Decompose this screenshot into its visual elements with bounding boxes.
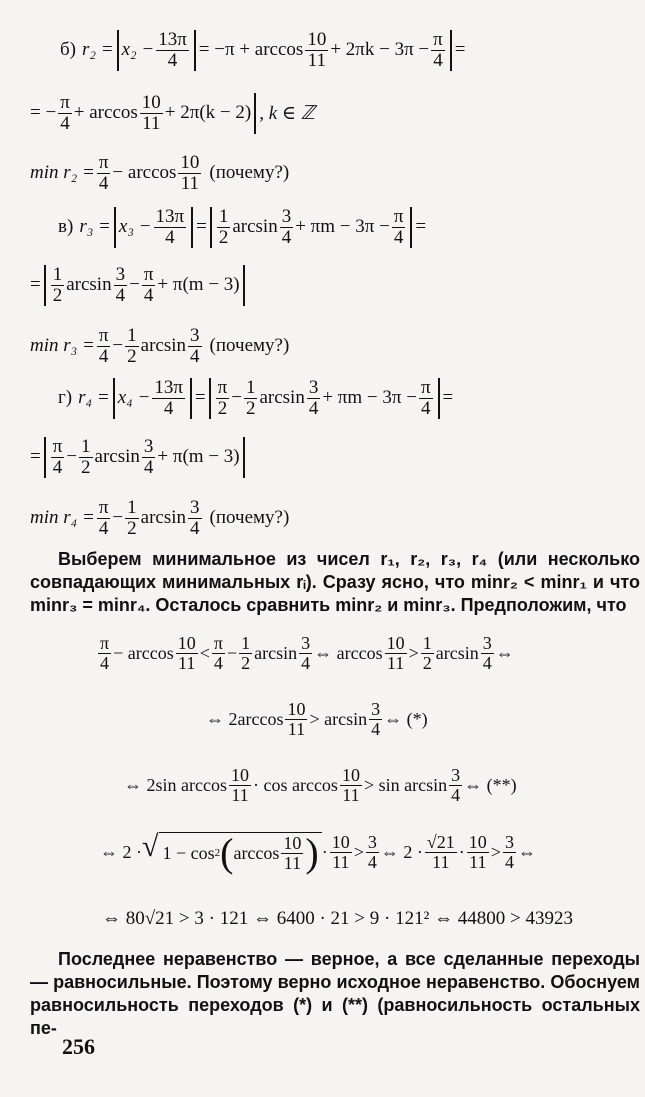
fraction: $\frac{\pi}{4}$ [98,152,109,194]
fraction: $\frac{10}{11}$ [141,92,161,134]
math-text: , k ∈ ℤ [259,102,315,124]
math-text: − [66,446,78,468]
equation-4: ⇔ 2 · √ 1 − cos 2 ( arccos $\frac{10}{11}$ ) · $\frac{10}{11}$ > $\frac{3}{4}$ ⇔ 2 · $\frac{√21}{11}$ · $\frac{10}{11}$ > $\frac{3}{4}$ ⇔ [100,830,536,875]
math-line-b2 [30,93,315,134]
fraction: $\frac{3}{4}$ [371,699,381,739]
math-text: = [415,216,427,238]
fraction: $\frac{\pi}{4}$ [98,325,109,367]
fraction: $\frac{\pi}{4}$ [98,497,109,539]
math-text: x₂ − [121,39,155,61]
fraction: $\frac{\pi}{4}$ [433,29,443,71]
fraction: $\frac{\pi}{4}$ [143,264,154,306]
paragraph-2: Последнее неравенство — верное, а все сделанные переходы — равносильные. Поэтому верно исходное неравенство. Обоснуем равносильность переходов (*) и (**) (равносильность остальных пе- [30,949,640,1038]
fraction: $\frac{\pi}{4}$ [393,206,404,248]
fraction: $\frac{1}{2}$ [52,264,63,306]
fraction: $\frac{10}{11}$ [341,765,360,805]
fraction: $\frac{\pi}{4}$ [420,377,431,419]
fraction: $\frac{13\pi}{4}$ [155,206,185,248]
why-note: (почему?) [209,335,290,357]
fraction: $\frac{\pi}{4}$ [100,633,110,673]
math-text: = [194,387,206,409]
math-text: + π(m − 3) [157,274,240,296]
fraction: $\frac{3}{4}$ [143,436,154,478]
math-line-g3 [30,498,289,539]
math-line-g2 [30,437,248,478]
fraction: $\frac{3}{4}$ [308,377,319,419]
equation-2: ⇔ 2arccos $\frac{10}{11}$ > arcsin $\frac{3}{4}$ ⇔ (*) [206,699,428,739]
item-label: б) [60,39,76,61]
fraction: $\frac{10}{11}$ [386,633,405,673]
math-text: x₄ − [117,387,151,409]
sqrt: √ 1 − cos 2 ( arccos $\frac{10}{11}$ ) [142,832,322,873]
math-text: = [196,216,207,238]
fraction: $\frac{10}{11}$ [287,699,306,739]
math-text: arcsin [140,335,187,357]
fraction: $\frac{10}{11}$ [468,832,487,872]
math-line-v2 [30,265,248,306]
equation-1: $\frac{\pi}{4}$ − arccos $\frac{10}{11}$ < $\frac{\pi}{4}$ − $\frac{1}{2}$ arcsin $\frac{3}{4}$ ⇔ arccos $\frac{10}{11}$ > $\frac{1}{2}$ arcsin $\frac{3}{4}$ ⇔ [100,633,514,673]
fraction: $\frac{√21}{11}$ [426,832,455,872]
why-note: (почему?) [209,162,290,184]
fraction: $\frac{10}{11}$ [307,29,327,71]
math-text: = [30,446,41,468]
math-text: + 2π(k − 2) [164,102,252,124]
fraction: $\frac{10}{11}$ [230,765,249,805]
fraction: $\frac{3}{4}$ [281,206,292,248]
math-text: + πm − 3π − [322,387,417,409]
fraction: $\frac{1}{2}$ [218,206,229,248]
item-label: в) [58,216,74,238]
item-label: г) [58,387,73,409]
fraction: $\frac{3}{4}$ [367,832,377,872]
fraction: $\frac{13\pi}{4}$ [158,29,187,71]
math-text: = [454,39,466,61]
math-text: arcsin [259,387,305,409]
math-text: r₂ = [82,39,114,61]
math-text: − [112,335,124,357]
math-text: x₃ − [118,216,152,238]
math-text: = − [30,102,57,124]
math-text: min r₂ = [30,162,95,184]
math-line-b3 [30,153,289,194]
fraction: $\frac{\pi}{4}$ [213,633,223,673]
math-line-v3 [30,326,289,367]
fraction: $\frac{1}{2}$ [127,497,137,539]
math-text: r₃ = [79,216,111,238]
fraction: $\frac{1}{2}$ [81,436,91,478]
math-text: + arccos [73,102,138,124]
fraction: $\frac{10}{11}$ [177,633,196,673]
fraction: $\frac{1}{2}$ [241,633,251,673]
math-text: arcsin [140,507,187,529]
fraction: $\frac{10}{11}$ [331,832,350,872]
math-text: + 2πk − 3π − [330,39,430,61]
math-text: − arccos [112,162,177,184]
math-text: arcsin [232,216,278,238]
math-text: + πm − 3π − [295,216,390,238]
fraction: $\frac{\pi}{4}$ [52,436,63,478]
math-text: = [30,274,41,296]
fraction: $\frac{3}{4}$ [190,497,200,539]
math-text: = −π + arccos [198,39,304,61]
math-text: min r₃ = [30,335,95,357]
math-text: arcsin [66,274,112,296]
equation-3: ⇔ 2sin arccos $\frac{10}{11}$ · cos arccos $\frac{10}{11}$ > sin arcsin $\frac{3}{4}$ ⇔ (**) [124,765,517,805]
fraction: $\frac{3}{4}$ [301,633,311,673]
math-text: arcsin [94,446,140,468]
equation-5: ⇔ 80√21 > 3 · 121 ⇔ 6400 · 21 > 9 · 121² ⇔ 44800 > 43923 [102,908,574,929]
math-text: min r₄ = [30,507,95,529]
math-text: + π(m − 3) [157,446,240,468]
math-text: r₄ = [78,387,110,409]
page-number: 256 [62,1034,95,1059]
math-text: − [231,387,242,409]
fraction: $\frac{13\pi}{4}$ [154,377,183,419]
math-text: − [129,274,140,296]
math-text: = [442,387,454,409]
fraction: $\frac{3}{4}$ [504,832,514,872]
fraction: $\frac{3}{4}$ [190,325,200,367]
fraction: $\frac{\pi}{4}$ [60,92,70,134]
fraction: $\frac{3}{4}$ [451,765,461,805]
math-line-g1 [58,378,453,419]
fraction: $\frac{1}{2}$ [245,377,256,419]
fraction: $\frac{10}{11}$ [283,832,302,873]
why-note: (почему?) [209,507,290,529]
fraction: $\frac{1}{2}$ [127,325,137,367]
paragraph-1: Выберем минимальное из чисел r₁, r₂, r₃, r₄ (или несколько совпадающих минимальных rᵢ). Сразу ясно, что minr₂ < minr₁ и что minr₃ = minr₄. Осталось сравнить minr₂ и minr₃. Предположим, что [30,549,640,615]
math-line-b1 [60,30,465,71]
fraction: $\frac{\pi}{2}$ [217,377,228,419]
fraction: $\frac{3}{4}$ [482,633,492,673]
math-text: − [112,507,124,529]
fraction: $\frac{1}{2}$ [422,633,432,673]
fraction: $\frac{3}{4}$ [115,264,126,306]
fraction: $\frac{10}{11}$ [180,152,200,194]
math-line-v1 [58,207,426,248]
